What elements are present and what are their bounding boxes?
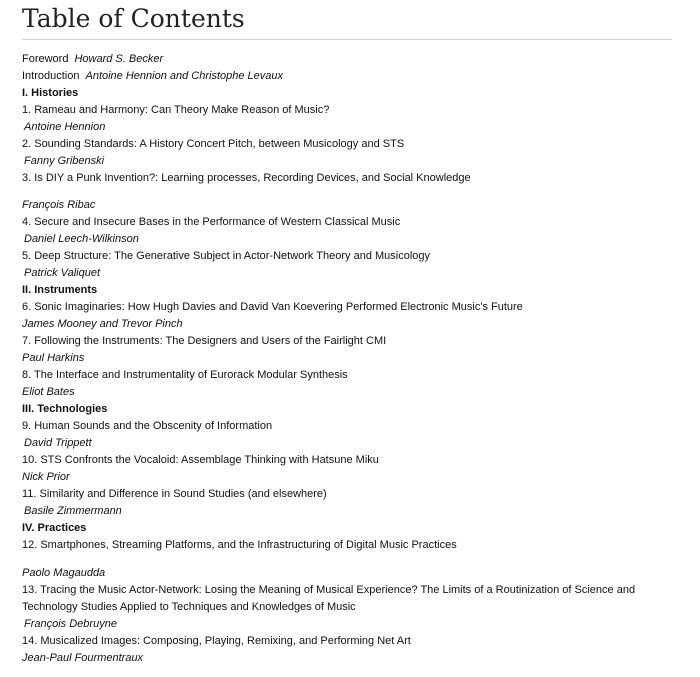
section-heading: III. Technologies: [22, 403, 108, 415]
chapter-title: 14. Musicalized Images: Composing, Playing, Remixing, and Performing Net Art: [22, 635, 411, 647]
chapter-title: 12. Smartphones, Streaming Platforms, and the Infrastructuring of Digital Music Practices: [22, 539, 457, 551]
introduction-entry: [22, 68, 682, 85]
title-divider: [22, 39, 672, 40]
page-title: Table of Contents: [22, 4, 245, 33]
chapter-author: Patrick Valiquet: [24, 267, 101, 279]
chapter-title: 10. STS Confronts the Vocaloid: Assemblage Thinking with Hatsune Miku: [22, 454, 379, 466]
section-heading: IV. Practices: [22, 522, 87, 534]
chapter-author: David Trippett: [24, 437, 92, 449]
foreword-author: Howard S. Becker: [74, 53, 164, 65]
chapter-title: 7. Following the Instruments: The Designers and Users of the Fairlight CMI: [22, 335, 387, 347]
chapter-author: Paolo Magaudda: [22, 567, 106, 579]
chapter-title: 6. Sonic Imaginaries: How Hugh Davies and David Van Koevering Performed Electronic Music's Future: [22, 301, 523, 313]
spacer: [22, 554, 682, 565]
section-heading: I. Histories: [22, 87, 79, 99]
chapter-title: 1. Rameau and Harmony: Can Theory Make Reason of Music?: [22, 104, 330, 116]
chapter-author: François Debruyne: [24, 618, 117, 630]
chapter-author: Jean-Paul Fourmentraux: [22, 652, 144, 664]
chapter-title: 8. The Interface and Instrumentality of Eurorack Modular Synthesis: [22, 369, 348, 381]
chapter-author: Basile Zimmermann: [24, 505, 122, 517]
chapter-author: Nick Prior: [22, 471, 70, 483]
chapter-author: Fanny Gribenski: [24, 155, 105, 167]
chapter-title: 5. Deep Structure: The Generative Subject in Actor-Network Theory and Musicology: [22, 250, 431, 262]
table-of-contents: [22, 51, 682, 667]
foreword-entry: [22, 51, 682, 68]
chapter-author: Antoine Hennion: [24, 121, 106, 133]
foreword-label: Foreword: [22, 53, 69, 65]
introduction-label: Introduction: [22, 70, 80, 82]
section-heading: II. Instruments: [22, 284, 98, 296]
chapter-title: 2. Sounding Standards: A History Concert Pitch, between Musicology and STS: [22, 138, 405, 150]
chapter-title: 9. Human Sounds and the Obscenity of Information: [22, 420, 273, 432]
introduction-author: Antoine Hennion and Christophe Levaux: [85, 70, 284, 82]
chapter-author: James Mooney and Trevor Pinch: [22, 318, 183, 330]
chapter-author: Eliot Bates: [22, 386, 75, 398]
chapter-title: 13. Tracing the Music Actor-Network: Losing the Meaning of Musical Experience? The Limits of a Routinization of Science and Technology Studies Applied to Techniques and Knowledges of Music: [22, 584, 636, 613]
chapter-author: Daniel Leech-Wilkinson: [24, 233, 139, 245]
chapter-author: Paul Harkins: [22, 352, 85, 364]
spacer: [22, 187, 682, 197]
chapter-title: 4. Secure and Insecure Bases in the Performance of Western Classical Music: [22, 216, 401, 228]
chapter-title: 11. Similarity and Difference in Sound Studies (and elsewhere): [22, 488, 327, 500]
chapter-author: François Ribac: [22, 199, 96, 211]
chapter-title: 3. Is DIY a Punk Invention?: Learning processes, Recording Devices, and Social Knowledge: [22, 172, 471, 184]
